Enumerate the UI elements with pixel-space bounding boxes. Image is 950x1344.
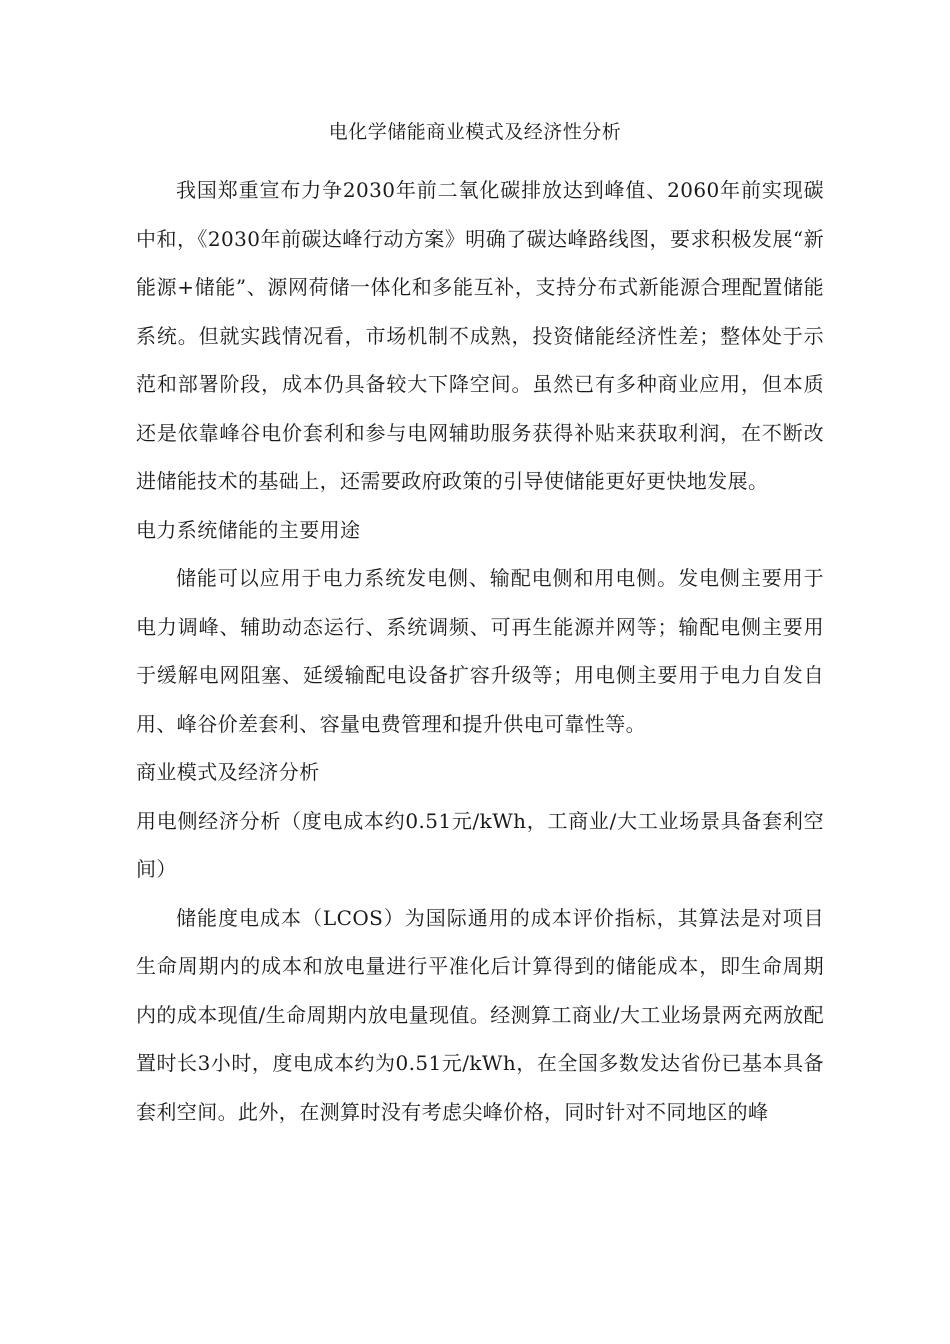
- intro-paragraph: 我国郑重宣布力争2030年前二氧化碳排放达到峰值、2060年前实现碳中和，《2030年前碳达峰行动方案》明确了碳达峰路线图，要求积极发展“新能源+储能”、源网荷储一体化和多能互补，支持分布式新能源合理配置储能系统。但就实践情况看，市场机制不成熟，投资储能经济性差；整体处于示范和部署阶段，成本仍具备较大下降空间。虽然已有多种商业应用，但本质还是依靠峰谷电价套利和参与电网辅助服务获得补贴来获取利润，在不断改进储能技术的基础上，还需要政府政策的引导使储能更好更快地发展。: [136, 178, 824, 493]
- subsection-heading-user-side: 用电侧经济分析（度电成本约0.51元/kWh，工商业/大工业场景具备套利空间）: [136, 808, 824, 881]
- section-heading-uses: 电力系统储能的主要用途: [136, 517, 361, 542]
- document-body: [136, 166, 824, 1136]
- document-title: 电化学储能商业模式及经济性分析: [328, 121, 622, 143]
- lcos-paragraph: 储能度电成本（LCOS）为国际通用的成本评价指标，其算法是对项目生命周期内的成本和放电量进行平准化后计算得到的储能成本，即生命周期内的成本现值/生命周期内放电量现值。经测算工商业/大工业场景两充两放配置时长3小时，度电成本约为0.51元/kWh，在全国多数发达省份已基本具备套利空间。此外，在测算时没有考虑尖峰价格，同时针对不同地区的峰: [136, 905, 824, 1124]
- section-heading-business-model: 商业模式及经济分析: [136, 760, 320, 784]
- uses-paragraph: 储能可以应用于电力系统发电侧、输配电侧和用电侧。发电侧主要用于电力调峰、辅助动态运行、系统调频、可再生能源并网等；输配电侧主要用于缓解电网阻塞、延缓输配电设备扩容升级等；用电侧主要用于电力自发自用、峰谷价差套利、容量电费管理和提升供电可靠性等。: [136, 566, 824, 736]
